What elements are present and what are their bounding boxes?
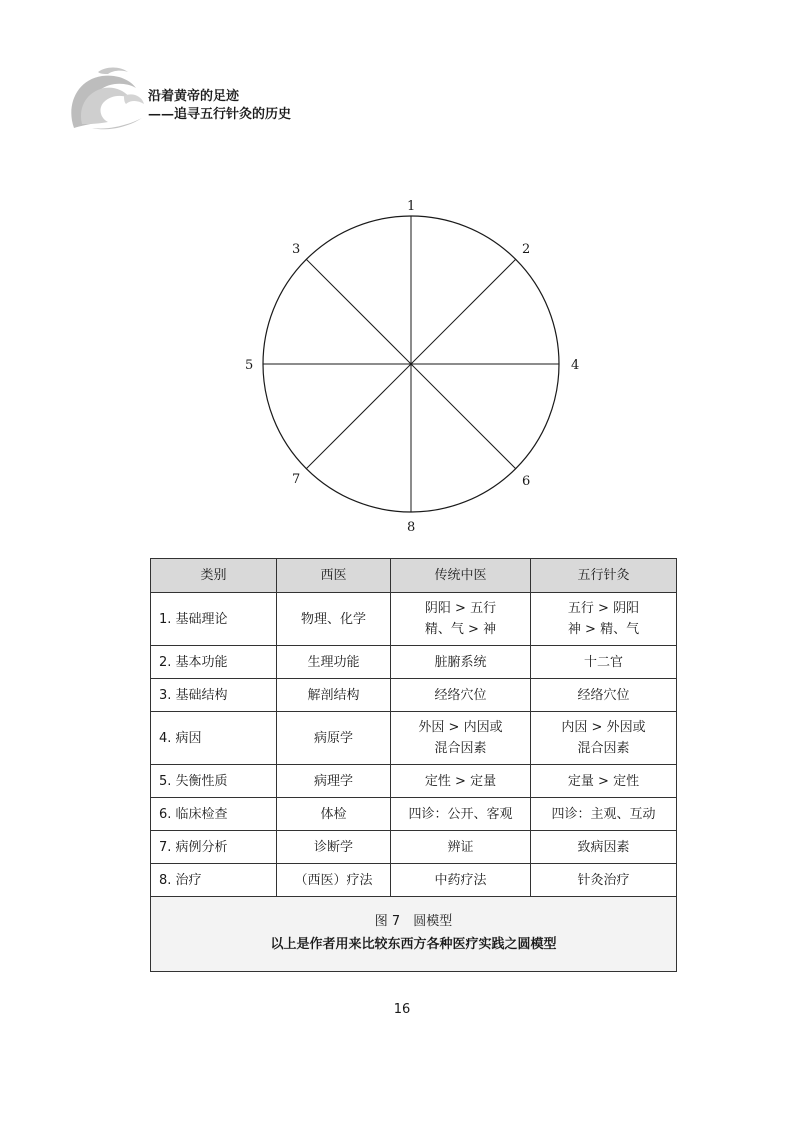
row-category: 2. 基本功能 [151, 646, 277, 679]
row-five-element: 致病因素 [531, 831, 677, 864]
header-western: 西医 [277, 559, 391, 593]
row-western: （西医）疗法 [277, 864, 391, 897]
table-row [151, 646, 677, 679]
caption-row [151, 897, 677, 972]
row-western: 解剖结构 [277, 679, 391, 712]
row-five-element: 经络穴位 [531, 679, 677, 712]
figure-caption-description: 以上是作者用来比较东西方各种医疗实践之圆模型 [270, 937, 557, 952]
figure-caption-title: 图 7 圆模型 [374, 914, 453, 929]
row-category: 3. 基础结构 [151, 679, 277, 712]
row-tcm: 四诊：公开、客观 [391, 798, 531, 831]
table-row [151, 712, 677, 765]
header-category: 类别 [151, 559, 277, 593]
row-category: 4. 病因 [151, 712, 277, 765]
comparison-table [150, 558, 677, 972]
row-five-element: 五行 > 阴阳 神 > 精、气 [531, 593, 677, 646]
table-row [151, 679, 677, 712]
table-row [151, 593, 677, 646]
page-number: 16 [393, 1002, 411, 1017]
table-row [151, 831, 677, 864]
row-western: 物理、化学 [277, 593, 391, 646]
row-tcm: 定性 > 定量 [391, 765, 531, 798]
figure-caption [151, 897, 677, 972]
row-category: 1. 基础理论 [151, 593, 277, 646]
row-tcm: 脏腑系统 [391, 646, 531, 679]
row-western: 病原学 [277, 712, 391, 765]
table-header-row [151, 559, 677, 593]
label-1: 1 [407, 199, 416, 214]
label-3: 3 [292, 242, 301, 257]
book-title: 沿着黄帝的足迹 [148, 89, 240, 104]
row-western: 诊断学 [277, 831, 391, 864]
label-8: 8 [407, 520, 416, 535]
row-tcm: 阴阳 > 五行 精、气 > 神 [391, 593, 531, 646]
row-five-element: 针灸治疗 [531, 864, 677, 897]
label-5: 5 [245, 358, 254, 373]
row-category: 7. 病例分析 [151, 831, 277, 864]
label-2: 2 [522, 242, 531, 257]
row-five-element: 十二官 [531, 646, 677, 679]
row-tcm: 中药疗法 [391, 864, 531, 897]
table-row [151, 864, 677, 897]
row-western: 病理学 [277, 765, 391, 798]
row-tcm: 外因 > 内因或 混合因素 [391, 712, 531, 765]
table-row [151, 798, 677, 831]
row-tcm: 辨证 [391, 831, 531, 864]
label-4: 4 [571, 358, 580, 373]
row-five-element: 四诊：主观、互动 [531, 798, 677, 831]
row-category: 6. 临床检查 [151, 798, 277, 831]
wave-logo-icon [68, 66, 148, 132]
row-category: 5. 失衡性质 [151, 765, 277, 798]
label-6: 6 [522, 474, 531, 489]
row-category: 8. 治疗 [151, 864, 277, 897]
header-five-element: 五行针灸 [531, 559, 677, 593]
row-western: 生理功能 [277, 646, 391, 679]
row-five-element: 内因 > 外因或 混合因素 [531, 712, 677, 765]
book-subtitle: ——追寻五行针灸的历史 [148, 107, 292, 122]
row-western: 体检 [277, 798, 391, 831]
table-row [151, 765, 677, 798]
label-7: 7 [292, 472, 301, 487]
row-tcm: 经络穴位 [391, 679, 531, 712]
header-tcm: 传统中医 [391, 559, 531, 593]
page-header [68, 66, 368, 136]
comparison-table-wrap [150, 558, 676, 972]
circle-model-diagram [200, 190, 620, 540]
row-five-element: 定量 > 定性 [531, 765, 677, 798]
